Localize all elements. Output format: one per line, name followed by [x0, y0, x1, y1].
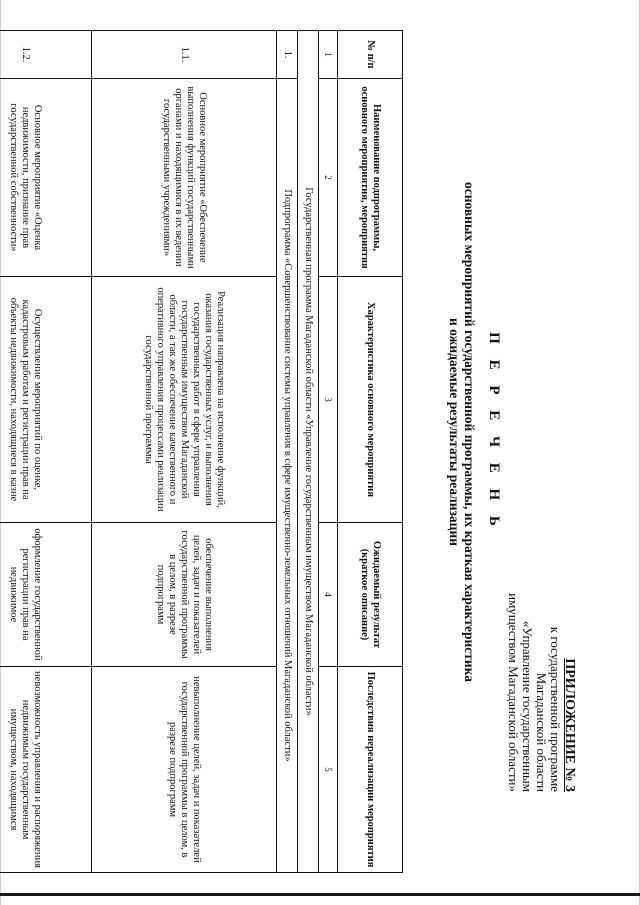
measures-table [0, 30, 403, 873]
row-consequence: невыполнение целей, задач и показателей государственной программы в целом, в разрезе подпрограмм [92, 667, 277, 873]
subprogram-text: Подпрограмма «Совершенствование системы управления в сфере имущественно-земельных отношений Магаданской области» [277, 79, 298, 873]
appendix-line: имуществом Магаданской области» [506, 593, 521, 792]
row-characteristic: Осуществление мероприятий по оценке, кадастровым работам и регистрации прав на объекты недвижимости, находящиеся в казне [0, 277, 92, 523]
header-cell-characteristic: Характеристика основного мероприятия [338, 277, 403, 523]
appendix-line: «Управление государственным [520, 620, 535, 792]
document-title: П Е Р Е Ч Е Н Ь [486, 332, 502, 532]
program-row [298, 31, 319, 873]
appendix-block [506, 52, 576, 792]
header-cell-result: Ожидаемый результат (краткое описание) [338, 523, 403, 667]
scan-edge-line [0, 893, 640, 896]
appendix-title: ПРИЛОЖЕНИЕ № 3 [562, 658, 577, 792]
row-result: обеспечение выполнения целей, задач и показателей государственной программы в целом, в разрезе подпрограмм [92, 523, 277, 667]
document-subtitle-line1: основных мероприятий государственной программы, их краткая характеристика [462, 181, 477, 683]
header-cell-consequence: Последствия нереализации мероприятия [338, 667, 403, 873]
program-row-text: Государственная программа Магаданской области «Управление государственным имуществом Магаданской области» [298, 31, 319, 873]
row-consequence: невозможность управления и распоряжения недвижимым государственным имуществом, находящимся [0, 667, 92, 873]
document-subtitle-line2: и ожидаемые результаты реализации [447, 317, 462, 547]
subprogram-number: 1. [277, 31, 298, 79]
subprogram-row [277, 31, 298, 873]
row-result: оформление государственной регистрации прав на недвижимое [0, 523, 92, 667]
column-number-row [319, 31, 338, 873]
header-cell-name: Наименование подпрограммы, основного мероприятия, мероприятия [338, 79, 403, 277]
title-block [447, 52, 502, 812]
table-row [92, 31, 277, 873]
header-cell-number: № п/п [338, 31, 403, 79]
row-number: 1.1. [92, 31, 277, 79]
table-header-row [338, 31, 403, 873]
row-name: Основное мероприятие «Обеспечение выполнения функций государственными органами и находящимися в их ведении государственными учреждениями» [92, 79, 277, 277]
appendix-line: к государственной программе [548, 626, 563, 792]
row-characteristic: Реализация направлена на исполнение функций, оказания государственных услуг, и выполнения государственных работ в сфере управления государственным имуществом Магаданской области, а так же обеспечение качественного и оперативного управления процессами реализации государственной программы [92, 277, 277, 523]
table-row [0, 31, 92, 873]
row-name: Основное мероприятие «Оценка недвижимости, признание прав государственной собственности» [0, 79, 92, 277]
column-number: 4 [319, 523, 338, 667]
column-number: 2 [319, 79, 338, 277]
row-number: 1.2. [0, 31, 92, 79]
column-number: 1 [319, 31, 338, 79]
column-number: 5 [319, 667, 338, 873]
rotated-page-content [0, 12, 590, 892]
column-number: 3 [319, 277, 338, 523]
appendix-line: Магаданской области [534, 672, 549, 792]
